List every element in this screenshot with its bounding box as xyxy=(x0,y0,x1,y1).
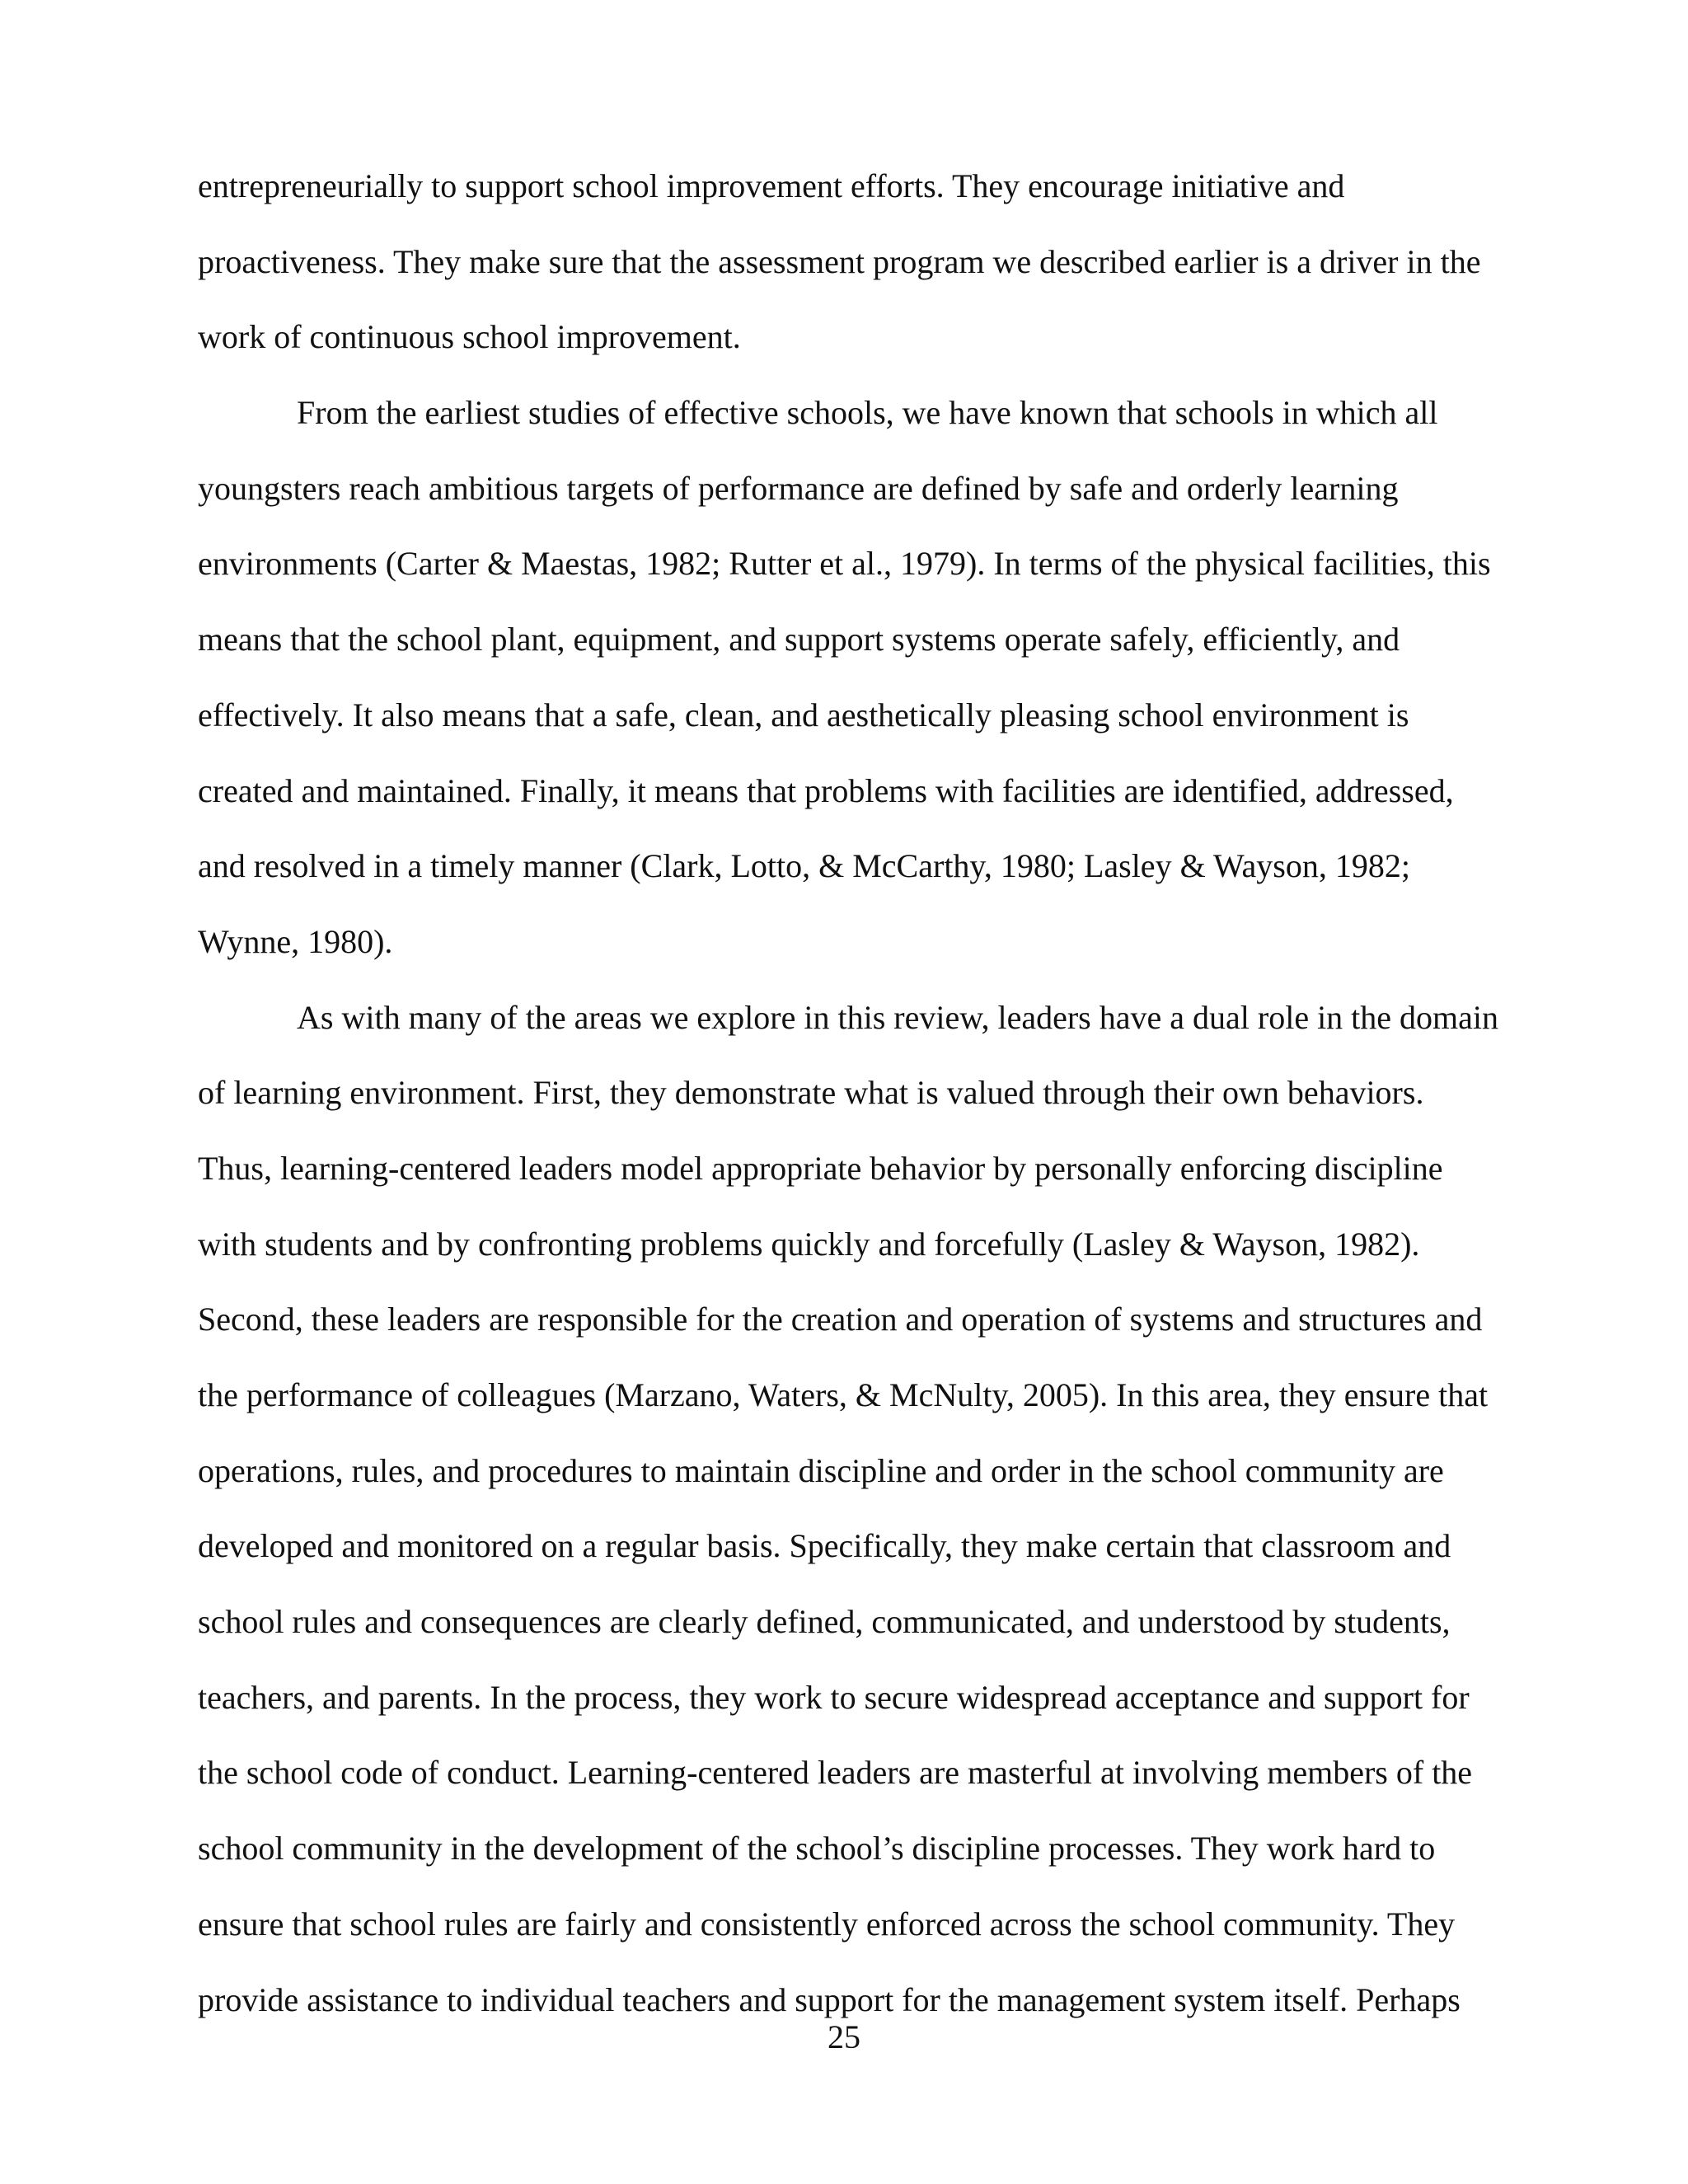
text-line: operations, rules, and procedures to maintain discipline and order in the school community are xyxy=(198,1451,1444,1489)
text-line: ensure that school rules are fairly and consistently enforced across the school community. They xyxy=(198,1905,1456,1943)
paragraph-first-line: As with many of the areas we explore in this review, leaders have a dual role in the domain xyxy=(297,998,1499,1036)
text-line: and resolved in a timely manner (Clark, Lotto, & McCarthy, 1980; Lasley & Wayson, 1982; xyxy=(198,847,1410,885)
text-line: created and maintained. Finally, it means that problems with facilities are identified, addressed, xyxy=(198,771,1454,809)
text-line: teachers, and parents. In the process, they work to secure widespread acceptance and support for xyxy=(198,1678,1470,1716)
text-line: provide assistance to individual teachers and support for the management system itself. Perhaps xyxy=(198,1980,1461,2018)
text-line: developed and monitored on a regular basis. Specifically, they make certain that classroom and xyxy=(198,1527,1451,1565)
text-line: Wynne, 1980). xyxy=(198,922,393,960)
text-line: Thus, learning-centered leaders model appropriate behavior by personally enforcing discipline xyxy=(198,1149,1443,1187)
text-line: Second, these leaders are responsible for the creation and operation of systems and structures and xyxy=(198,1301,1483,1338)
text-line: effectively. It also means that a safe, clean, and aesthetically pleasing school environment is xyxy=(198,696,1409,733)
text-line: school rules and consequences are clearly defined, communicated, and understood by students, xyxy=(198,1603,1451,1641)
text-line: of learning environment. First, they demonstrate what is valued through their own behaviors. xyxy=(198,1074,1424,1112)
text-line: environments (Carter & Maestas, 1982; Rutter et al., 1979). In terms of the physical facilities, this xyxy=(198,545,1491,583)
text-line: youngsters reach ambitious targets of performance are defined by safe and orderly learning xyxy=(198,469,1399,507)
body-text xyxy=(198,148,1500,2037)
text-line: the performance of colleagues (Marzano, Waters, & McNulty, 2005). In this area, they ensure that xyxy=(198,1376,1489,1413)
text-line: entrepreneurially to support school improvement efforts. They encourage initiative and xyxy=(198,167,1345,204)
text-line: the school code of conduct. Learning-centered leaders are masterful at involving members of the xyxy=(198,1754,1473,1792)
page-number: 25 xyxy=(828,2018,860,2055)
text-line: means that the school plant, equipment, and support systems operate safely, efficiently, and xyxy=(198,621,1400,658)
text-line: with students and by confronting problems quickly and forcefully (Lasley & Wayson, 1982). xyxy=(198,1225,1420,1263)
paragraph-first-line: From the earliest studies of effective schools, we have known that schools in which all xyxy=(297,394,1438,432)
text-line: proactiveness. They make sure that the assessment program we described earlier is a driver in the xyxy=(198,242,1481,280)
text-line: school community in the development of the school’s discipline processes. They work hard to xyxy=(198,1830,1436,1868)
text-line: work of continuous school improvement. xyxy=(198,318,741,356)
